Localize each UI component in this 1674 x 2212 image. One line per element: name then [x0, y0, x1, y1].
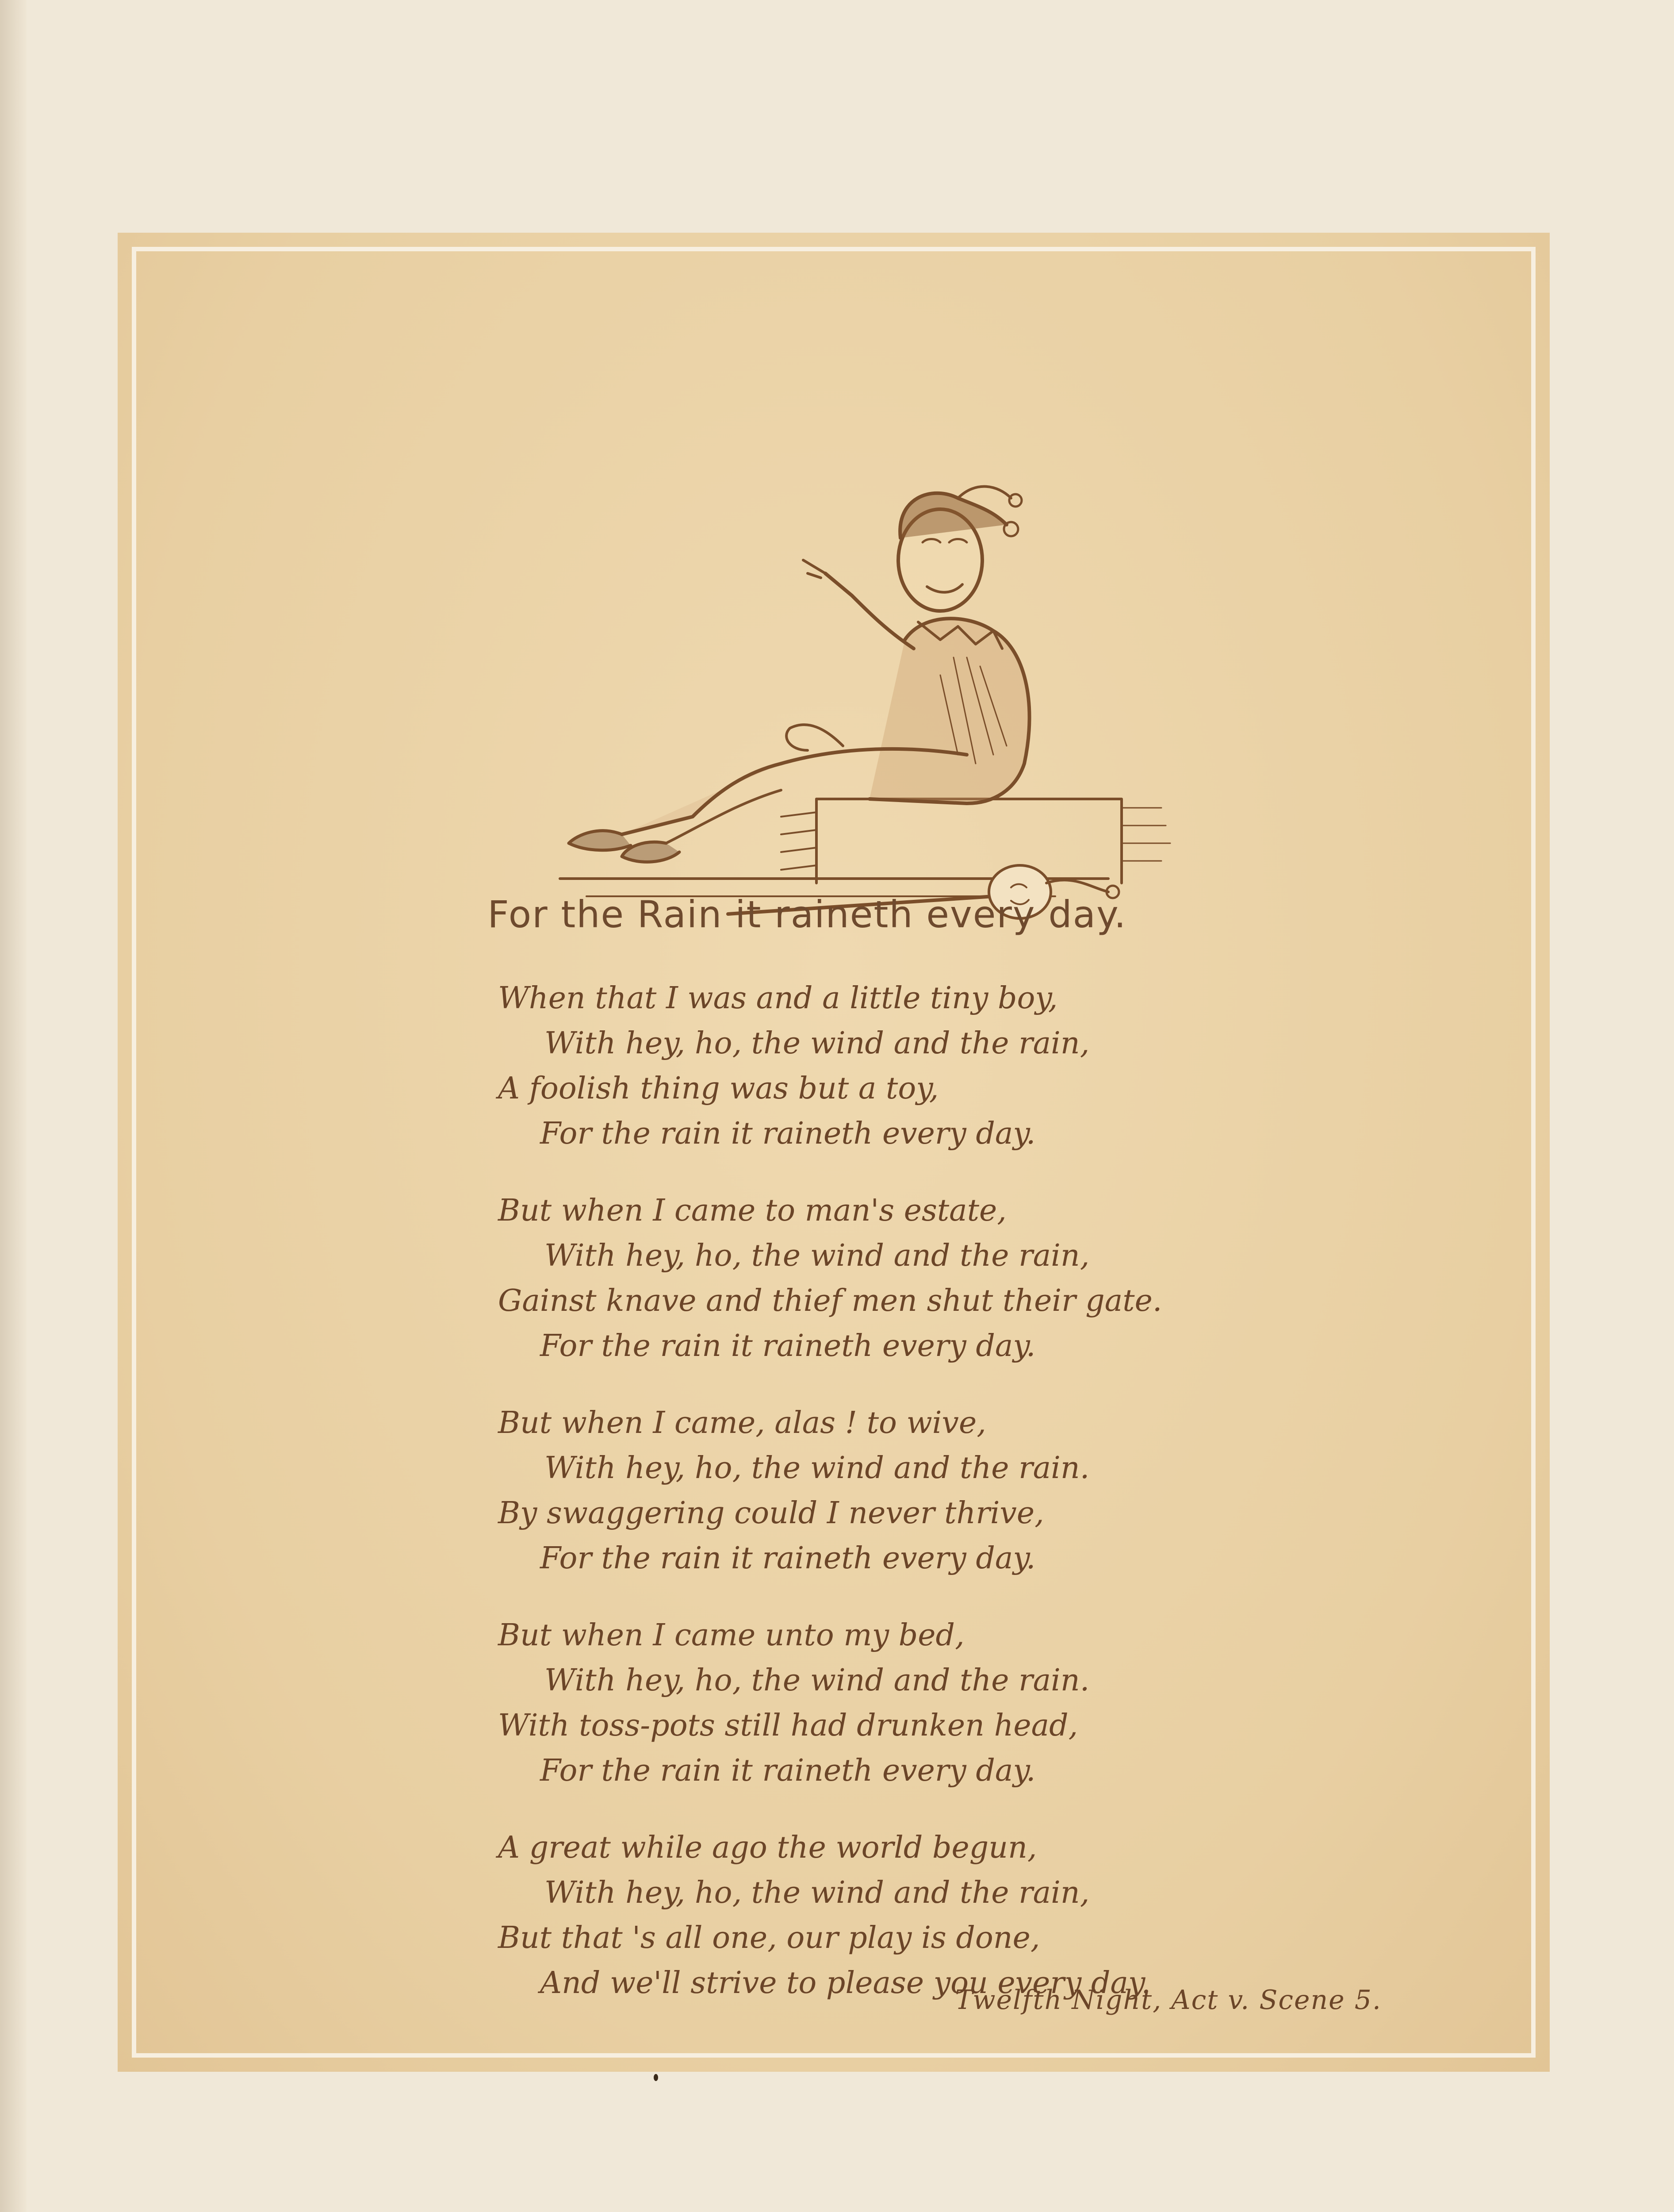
stanza — [498, 1613, 1427, 1793]
poem-line: With toss-pots still had drunken head, — [498, 1708, 1078, 1743]
poem-line: Gainst knave and thief men shut their gate. — [498, 1283, 1162, 1318]
poem-line: But that 's all one, our play is done, — [498, 1920, 1040, 1955]
poem-line: A great while ago the world begun, — [498, 1830, 1037, 1865]
poem-line: For the rain it raineth every day. — [540, 1541, 1036, 1576]
poem-line: With hey, ho, the wind and the rain, — [544, 1026, 1090, 1061]
poem-line: But when I came to man's estate, — [498, 1193, 1007, 1228]
page-gutter — [0, 0, 27, 2212]
printed-plate — [118, 233, 1550, 2072]
poem-line: A foolish thing was but a toy, — [498, 1071, 939, 1106]
jester-illustration — [533, 365, 1241, 958]
stanza — [498, 1401, 1427, 1581]
poem-body — [498, 976, 1427, 2038]
citation: Twelfth Night, Act v. Scene 5. — [955, 1985, 1382, 2016]
poem-line: With hey, ho, the wind and the rain. — [544, 1451, 1090, 1486]
poem-title: For the Rain it raineth every day. — [487, 893, 1127, 936]
poem-line: And we'll strive to please you every day. — [540, 1966, 1151, 2001]
stanza — [498, 1188, 1427, 1369]
stanza — [498, 976, 1427, 1156]
poem-line: For the rain it raineth every day. — [540, 1116, 1036, 1151]
poem-line: For the rain it raineth every day. — [540, 1753, 1036, 1788]
poem-line: With hey, ho, the wind and the rain, — [544, 1875, 1090, 1910]
poem-line: For the rain it raineth every day. — [540, 1329, 1036, 1363]
poem-line: By swaggering could I never thrive, — [498, 1496, 1044, 1531]
poem-line: But when I came unto my bed, — [498, 1618, 965, 1653]
poem-line: But when I came, alas ! to wive, — [498, 1406, 986, 1440]
poem-line: With hey, ho, the wind and the rain, — [544, 1238, 1090, 1273]
ink-speck — [654, 2074, 658, 2081]
poem-line: When that I was and a little tiny boy, — [498, 981, 1058, 1016]
poem-line: With hey, ho, the wind and the rain. — [544, 1663, 1090, 1698]
stanza — [498, 1825, 1427, 2006]
